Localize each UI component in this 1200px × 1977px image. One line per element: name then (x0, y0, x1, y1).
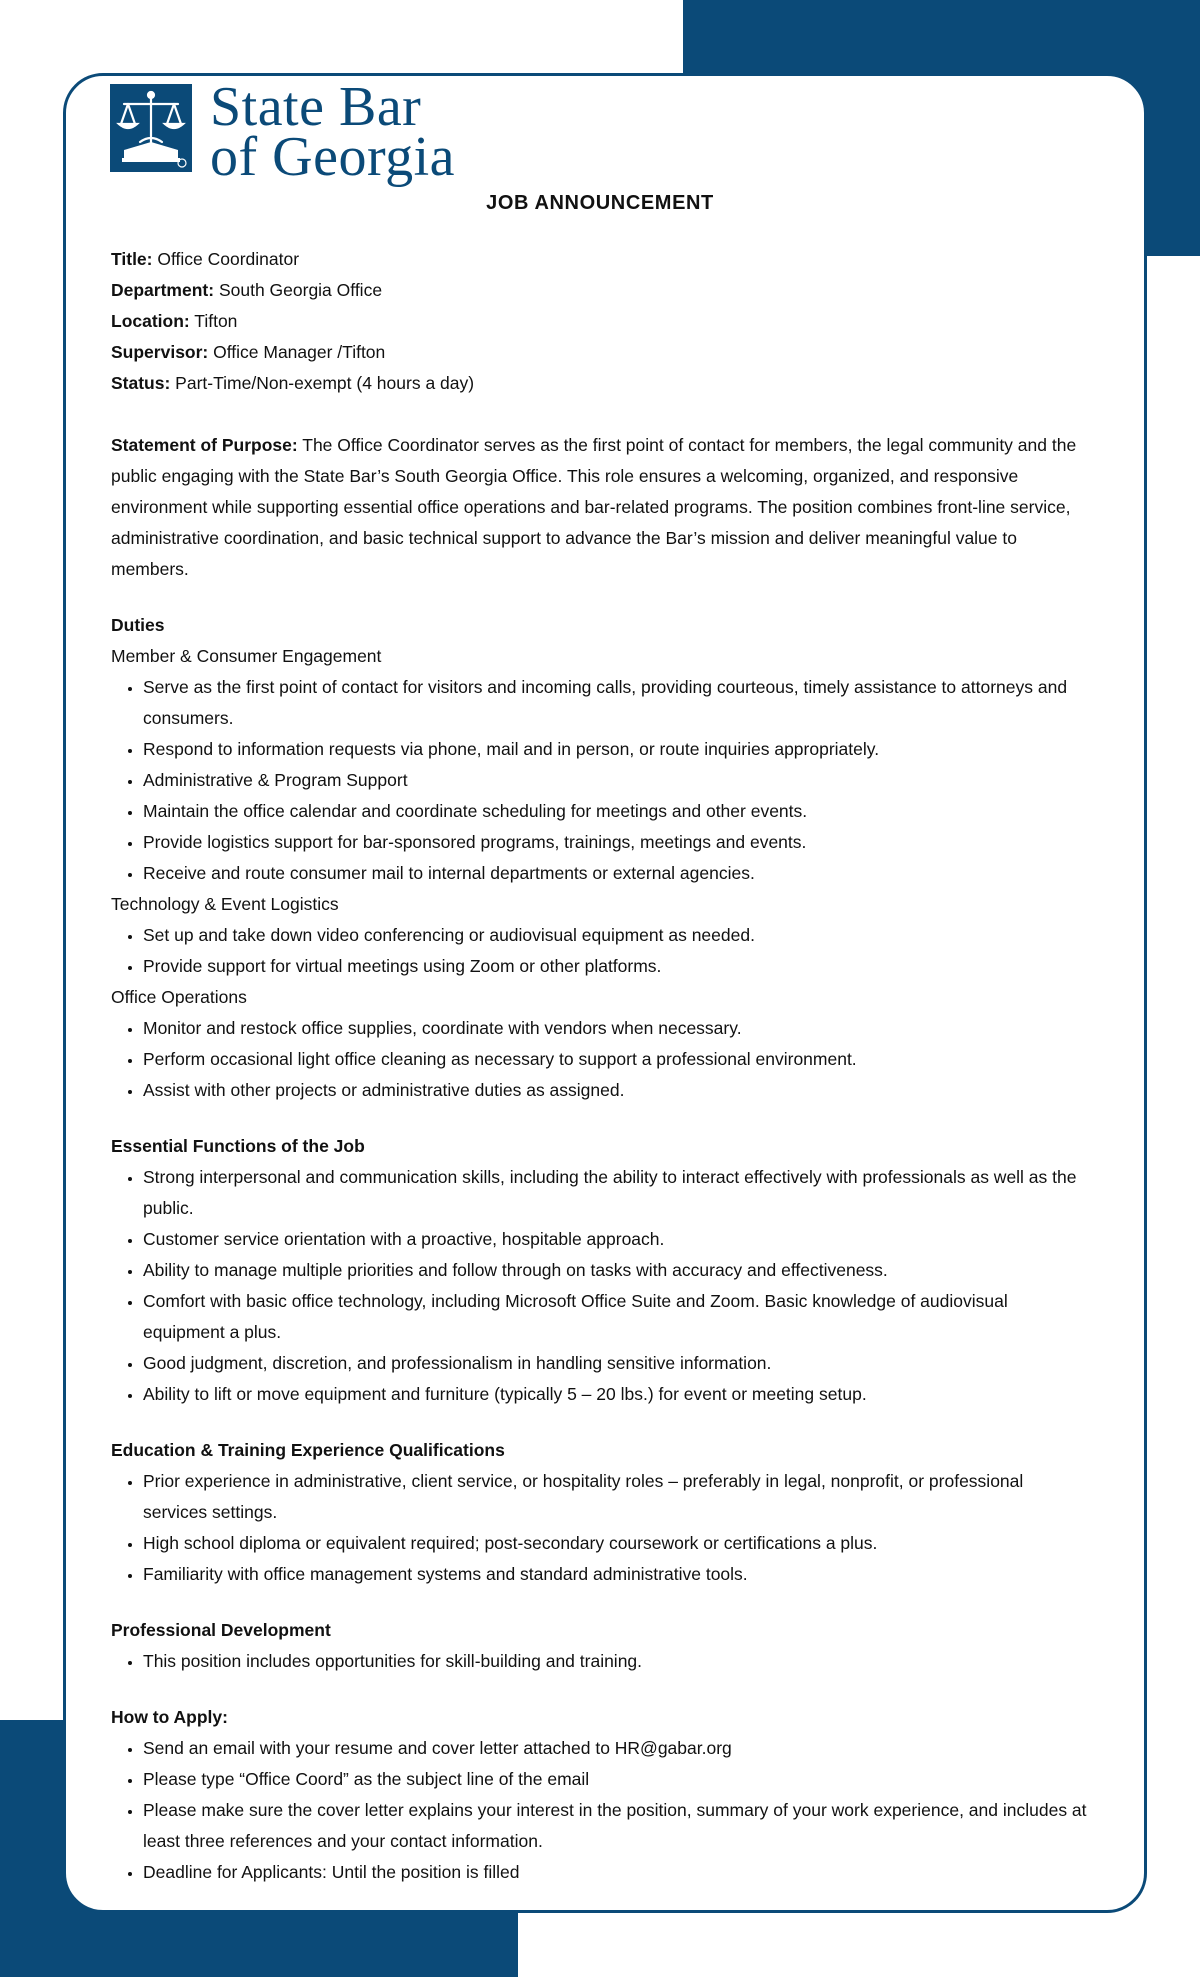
list-item: • This position includes opportunities for skill-building and training. (143, 1646, 1091, 1677)
field-supervisor (111, 337, 1091, 368)
how-to-apply-list (111, 1733, 1091, 1888)
list-item: • Respond to information requests via phone, mail and in person, or route inquiries appropriately. (143, 734, 1091, 765)
field-value: Part-Time/Non-exempt (4 hours a day) (170, 373, 475, 393)
field-label: Location: (111, 311, 190, 331)
statement-of-purpose (111, 430, 1091, 585)
list-item: • Send an email with your resume and cover letter attached to HR@gabar.org (143, 1733, 1091, 1764)
state-bar-logo (110, 76, 455, 188)
field-location (111, 306, 1091, 337)
list-item: • Customer service orientation with a proactive, hospitable approach. (143, 1224, 1091, 1255)
field-label: Title: (111, 249, 153, 269)
list-item: • Prior experience in administrative, client service, or hospitality roles – preferably in legal, nonprofit, or professional services settings. (143, 1466, 1091, 1528)
education-list (111, 1466, 1091, 1590)
list-item: • Administrative & Program Support (143, 765, 1091, 796)
duties-subhead: Technology & Event Logistics (111, 894, 339, 914)
purpose-label: Statement of Purpose: (111, 435, 298, 455)
list-item: • Good judgment, discretion, and professionalism in handling sensitive information. (143, 1348, 1091, 1379)
logo-line-2: of Georgia (210, 126, 455, 188)
duties-list (111, 920, 1091, 982)
list-item: • Familiarity with office management systems and standard administrative tools. (143, 1559, 1091, 1590)
duties-subhead: Member & Consumer Engagement (111, 646, 382, 666)
purpose-text: The Office Coordinator serves as the first point of contact for members, the legal community and the public engaging with the State Bar’s South Georgia Office. This role ensures a welcoming, organized, and responsive environment while supporting essential office operations and bar-related programs. The position combines front-line service, administrative coordination, and basic technical support to advance the Bar’s mission and deliver meaningful value to members. (111, 435, 1077, 579)
list-item: • Serve as the first point of contact for visitors and incoming calls, providing courteous, timely assistance to attorneys and consumers. (143, 672, 1091, 734)
duties-list (111, 1013, 1091, 1106)
list-item: • Perform occasional light office cleaning as necessary to support a professional environment. (143, 1044, 1091, 1075)
field-status (111, 368, 1091, 399)
field-title (111, 244, 1091, 275)
duties-subhead: Office Operations (111, 987, 247, 1007)
list-item: • Comfort with basic office technology, including Microsoft Office Suite and Zoom. Basic knowledge of audiovisual equipment a plus. (143, 1286, 1091, 1348)
essential-functions-heading: Essential Functions of the Job (111, 1136, 365, 1156)
spacer (111, 1590, 1091, 1615)
list-item: • Deadline for Applicants: Until the position is filled (143, 1857, 1091, 1888)
list-item: • Receive and route consumer mail to internal departments or external agencies. (143, 858, 1091, 889)
announcement-body (111, 244, 1091, 1888)
spacer (111, 1410, 1091, 1435)
essential-functions-list (111, 1162, 1091, 1410)
spacer (111, 1106, 1091, 1131)
field-department (111, 275, 1091, 306)
spacer (111, 399, 1091, 430)
logo-line-1: State Bar (210, 76, 422, 138)
list-item: • Provide logistics support for bar-sponsored programs, trainings, meetings and events. (143, 827, 1091, 858)
logo-wordmark (210, 76, 455, 188)
list-item: • Set up and take down video conferencing or audiovisual equipment as needed. (143, 920, 1091, 951)
field-value: Office Coordinator (152, 249, 300, 269)
duties-list (111, 672, 1091, 889)
list-item: • Monitor and restock office supplies, coordinate with vendors when necessary. (143, 1013, 1091, 1044)
list-item: • Strong interpersonal and communication skills, including the ability to interact effectively with professionals as well as the public. (143, 1162, 1091, 1224)
field-value: Tifton (189, 311, 238, 331)
field-value: South Georgia Office (214, 280, 383, 300)
spacer (111, 585, 1091, 610)
list-item: • Provide support for virtual meetings using Zoom or other platforms. (143, 951, 1091, 982)
field-value: Office Manager /Tifton (208, 342, 386, 362)
list-item: • Ability to manage multiple priorities and follow through on tasks with accuracy and effectiveness. (143, 1255, 1091, 1286)
list-item: • Ability to lift or move equipment and furniture (typically 5 – 20 lbs.) for event or meeting setup. (143, 1379, 1091, 1410)
list-item: • Please type “Office Coord” as the subject line of the email (143, 1764, 1091, 1795)
list-item: • Maintain the office calendar and coordinate scheduling for meetings and other events. (143, 796, 1091, 827)
field-label: Supervisor: (111, 342, 209, 362)
page-title: JOB ANNOUNCEMENT (486, 192, 714, 214)
list-item: • High school diploma or equivalent required; post-secondary coursework or certifications a plus. (143, 1528, 1091, 1559)
duties-heading: Duties (111, 615, 165, 635)
education-heading: Education & Training Experience Qualifications (111, 1440, 505, 1460)
professional-development-list (111, 1646, 1091, 1677)
field-label: Department: (111, 280, 215, 300)
list-item: • Please make sure the cover letter explains your interest in the position, summary of your work experience, and includes at least three references and your contact information. (143, 1795, 1091, 1857)
field-label: Status: (111, 373, 171, 393)
list-item: • Assist with other projects or administrative duties as assigned. (143, 1075, 1091, 1106)
scales-of-justice-icon (110, 84, 192, 172)
spacer (111, 1677, 1091, 1702)
professional-development-heading: Professional Development (111, 1620, 331, 1640)
how-to-apply-heading: How to Apply: (111, 1707, 228, 1727)
